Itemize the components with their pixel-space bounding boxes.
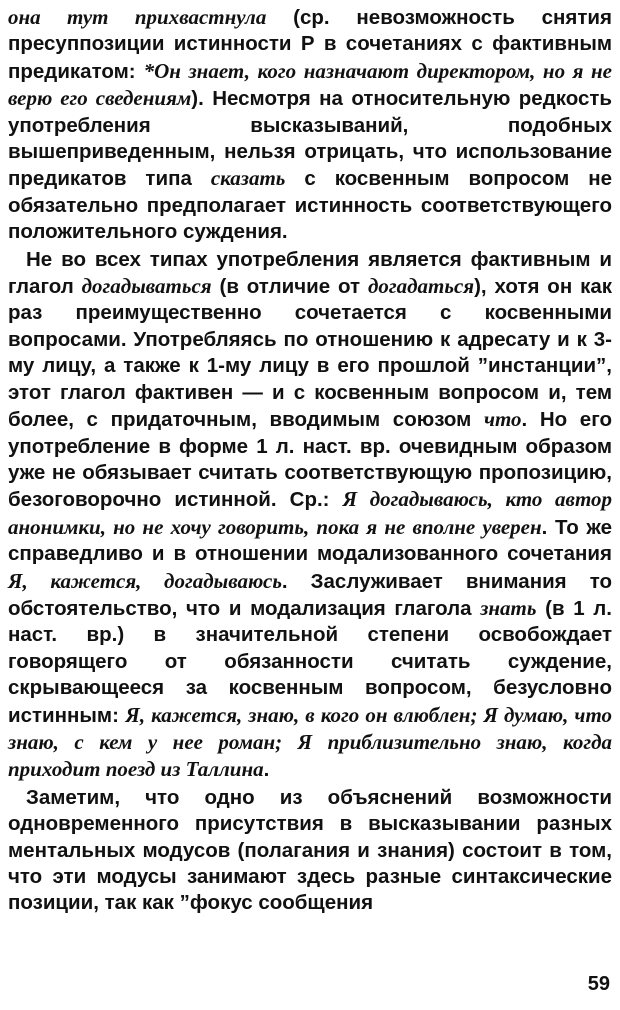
page-number: 59 xyxy=(587,973,610,995)
paragraph xyxy=(8,785,612,917)
italic-text-span: сказать xyxy=(210,166,286,191)
text-span: (ср. невозможность снятия пресуппозиции истинности Р в сочетаниях с фактивным предикатом: xyxy=(8,6,612,83)
body-text xyxy=(8,4,612,917)
text-span: Не во всех типах употребления является фактивным и глагол xyxy=(8,247,612,299)
text-span: . xyxy=(263,758,270,782)
italic-text-span: она тут прихвастнула xyxy=(8,5,267,29)
italic-text-span: догадываться xyxy=(81,274,212,299)
italic-text-span: знать xyxy=(480,595,537,620)
text-span: . Но его употребление в форме 1 л. наст. вр. очевидным образом уже не обязывает считать соответствующую пропозицию, безоговорочно истинной. Ср.: xyxy=(8,408,612,512)
text-span: (в 1 л. наст. вр.) в значительной степени освобождает говорящего от обязанности считать суждение, скрывающееся за косвенным вопросом, безусловно истинным: xyxy=(8,596,612,727)
italic-text-span: Я, кажется, знаю, в кого он влюблен; Я думаю, что знаю, с кем у нее роман; Я приблизительно знаю, когда приходит поезд из Таллина xyxy=(8,702,613,782)
italic-text-span: догадаться xyxy=(367,274,475,299)
italic-text-span: *Он знает, кого назначают директором, но я не верю его сведениям xyxy=(8,58,612,111)
paragraph xyxy=(8,4,612,246)
italic-text-span: Я, кажется, догадываюсь xyxy=(8,568,282,593)
text-span: с косвенным вопросом не обязательно предполагает истинность соответствующего положительного суждения. xyxy=(8,167,613,244)
text-span: (в отличие от xyxy=(211,275,368,299)
text-span: ), хотя он как раз преимущественно сочетается с косвенными вопросами. Употребляясь по отношению к адресату и к 3-му лицу, а также к 1-му лицу в его прошлой ”инстанции”, этот глагол фактивен — и с косвенным вопросом и, тем более, с придаточным, вводимым союзом xyxy=(8,275,613,432)
paragraph xyxy=(8,247,612,784)
text-span: Заметим, что одно из объяснений возможности одновременного присутствия в высказывании разных ментальных модусов (полагания и знания) состоит в том, что эти модусы занимают здесь разные синтаксические позиции, так как ”фокус сообщения xyxy=(8,785,612,915)
text-span: . То же справедливо и в отношении модализованного сочетания xyxy=(8,515,612,566)
italic-text-span: что xyxy=(483,407,522,432)
text-span: . Заслуживает внимания то обстоятельство, что и модализация глагола xyxy=(8,569,612,620)
italic-text-span: Я догадываюсь, кто автор анонимки, но не хочу говорить, пока я не вполне уверен xyxy=(8,487,612,539)
text-span: ). Несмотря на относительную редкость употребления высказываний, подобных вышеприведенным, нельзя отрицать, что использование предикатов типа xyxy=(8,87,612,191)
